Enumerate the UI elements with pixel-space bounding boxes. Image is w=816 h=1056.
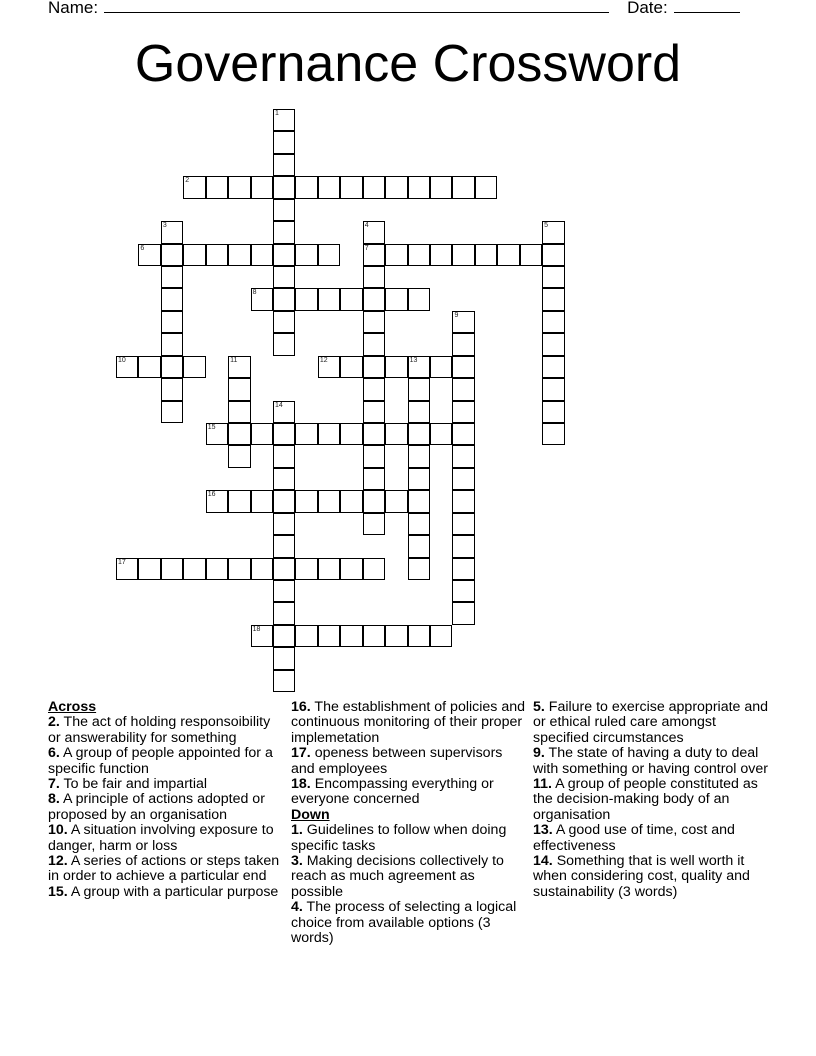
grid-cell[interactable]	[161, 221, 183, 243]
clue-across-2	[48, 715, 283, 746]
clue-number: 17.	[291, 745, 311, 762]
clue-text: The establishment of policies and continuous monitoring of their proper implemetation	[291, 699, 525, 746]
grid-cell[interactable]	[363, 333, 385, 355]
clue-number: 11.	[533, 776, 552, 793]
clue-text: Making decisions collectively to reach as much agreement as possible	[291, 853, 504, 900]
grid-cell[interactable]	[273, 199, 295, 221]
clue-across-18	[291, 777, 527, 808]
grid-cell[interactable]	[452, 356, 474, 378]
grid-cell[interactable]	[363, 513, 385, 535]
grid-cell[interactable]	[452, 602, 474, 624]
clue-number: 12.	[48, 853, 68, 870]
clue-text: To be fair and impartial	[63, 776, 208, 793]
clue-across-7	[48, 777, 283, 792]
grid-cell[interactable]	[408, 378, 430, 400]
cell-number: 6	[140, 244, 145, 252]
grid-cell[interactable]	[251, 558, 273, 580]
grid-cell[interactable]	[385, 423, 407, 445]
grid-cell[interactable]	[452, 244, 474, 266]
cell-number: 17	[118, 558, 126, 566]
grid-cell[interactable]	[430, 423, 452, 445]
grid-cell[interactable]	[273, 670, 295, 692]
grid-cell[interactable]	[408, 513, 430, 535]
grid-cell[interactable]	[363, 490, 385, 512]
clue-text: A good use of time, cost and effectiveness	[533, 822, 735, 854]
grid-cell[interactable]	[183, 558, 205, 580]
grid-cell[interactable]	[273, 311, 295, 333]
clue-across-17	[291, 746, 527, 777]
grid-cell[interactable]	[340, 625, 362, 647]
grid-cell[interactable]	[452, 176, 474, 198]
grid-cell[interactable]	[363, 445, 385, 467]
grid-cell[interactable]	[161, 244, 183, 266]
grid-cell[interactable]	[385, 244, 407, 266]
grid-cell[interactable]	[318, 288, 340, 310]
cell-number: 14	[275, 401, 283, 409]
grid-cell[interactable]	[363, 423, 385, 445]
grid-cell[interactable]	[273, 333, 295, 355]
grid-cell[interactable]	[385, 356, 407, 378]
grid-cell[interactable]	[228, 378, 250, 400]
clue-down-9	[533, 746, 769, 777]
clue-down-4	[291, 900, 527, 946]
grid-cell[interactable]	[273, 490, 295, 512]
cell-number: 8	[252, 289, 257, 297]
cell-number: 5	[544, 222, 549, 230]
grid-cell[interactable]	[228, 401, 250, 423]
grid-cell[interactable]	[408, 535, 430, 557]
grid-cell[interactable]	[340, 558, 362, 580]
grid-cell[interactable]	[273, 154, 295, 176]
grid-cell[interactable]	[363, 625, 385, 647]
grid-cell[interactable]	[273, 221, 295, 243]
grid-cell[interactable]	[273, 558, 295, 580]
cell-number: 10	[118, 356, 126, 364]
grid-cell[interactable]	[542, 356, 564, 378]
grid-cell[interactable]	[452, 445, 474, 467]
grid-cell[interactable]	[228, 423, 250, 445]
grid-cell[interactable]	[318, 558, 340, 580]
clue-down-3	[291, 854, 527, 900]
cell-number: 1	[275, 110, 279, 117]
grid-cell[interactable]	[318, 490, 340, 512]
clue-text: The process of selecting a logical choice from available options (3 words)	[291, 899, 517, 947]
clue-number: 2.	[48, 714, 60, 731]
grid-cell[interactable]	[183, 176, 205, 198]
cell-number: 13	[409, 356, 418, 364]
cell-number: 16	[207, 491, 216, 499]
clue-number: 13.	[533, 822, 553, 839]
grid-cell[interactable]	[542, 333, 564, 355]
clues-column-1	[48, 700, 283, 900]
clue-across-15	[48, 885, 283, 900]
clue-across-10	[48, 823, 283, 854]
grid-cell[interactable]	[452, 558, 474, 580]
clue-number: 10.	[48, 822, 68, 839]
grid-cell[interactable]	[228, 558, 250, 580]
cell-number: 4	[364, 222, 369, 230]
clue-text: Guidelines to follow when doing specific tasks	[291, 822, 507, 854]
cell-number: 3	[162, 222, 167, 230]
grid-cell[interactable]	[161, 311, 183, 333]
grid-cell[interactable]	[318, 423, 340, 445]
grid-cell[interactable]	[542, 378, 564, 400]
grid-cell[interactable]	[273, 176, 295, 198]
grid-cell[interactable]	[340, 356, 362, 378]
grid-cell[interactable]	[408, 176, 430, 198]
grid-cell[interactable]	[273, 602, 295, 624]
grid-cell[interactable]	[116, 558, 138, 580]
grid-cell[interactable]	[161, 356, 183, 378]
clue-down-14	[533, 854, 769, 900]
grid-cell[interactable]	[363, 266, 385, 288]
grid-cell[interactable]	[273, 288, 295, 310]
clue-down-5	[533, 700, 769, 746]
grid-cell[interactable]	[542, 288, 564, 310]
grid-cell[interactable]	[273, 535, 295, 557]
cell-number: 9	[454, 311, 459, 319]
clue-number: 9.	[533, 745, 545, 762]
clue-number: 15.	[48, 883, 68, 900]
page-title: Governance Crossword	[134, 35, 682, 93]
clue-number: 16.	[291, 699, 311, 715]
grid-cell[interactable]	[542, 244, 564, 266]
grid-cell[interactable]	[318, 356, 340, 378]
grid-cell[interactable]	[520, 244, 542, 266]
grid-cell[interactable]	[340, 176, 362, 198]
clue-text: Encompassing everything or everyone concerned	[291, 776, 494, 808]
grid-cell[interactable]	[318, 176, 340, 198]
grid-cell[interactable]	[363, 401, 385, 423]
grid-cell[interactable]	[340, 423, 362, 445]
grid-cell[interactable]	[363, 288, 385, 310]
grid-cell[interactable]	[138, 244, 160, 266]
grid-cell[interactable]	[475, 176, 497, 198]
grid-cell[interactable]	[363, 311, 385, 333]
grid-cell[interactable]	[251, 288, 273, 310]
clue-number: 6.	[48, 745, 60, 762]
grid-cell[interactable]	[273, 625, 295, 647]
grid-cell[interactable]	[430, 244, 452, 266]
grid-cell[interactable]	[206, 176, 228, 198]
grid-cell[interactable]	[228, 490, 250, 512]
grid-cell[interactable]	[161, 333, 183, 355]
grid-cell[interactable]	[206, 558, 228, 580]
grid-cell[interactable]	[408, 490, 430, 512]
grid-cell[interactable]	[228, 244, 250, 266]
clue-text: Something that is well worth it when considering cost, quality and sustainability (3 words)	[533, 853, 750, 900]
clue-down-11	[533, 777, 769, 823]
grid-cell[interactable]	[138, 558, 160, 580]
grid-cell[interactable]	[408, 445, 430, 467]
cell-number: 12	[319, 356, 328, 364]
grid-cell[interactable]	[295, 176, 317, 198]
clue-text: The act of holding responsoibility or answerability for something	[48, 714, 271, 746]
grid-cell[interactable]	[295, 244, 317, 266]
clue-down-13	[533, 823, 769, 854]
clue-number: 14.	[533, 853, 553, 870]
grid-cell[interactable]	[206, 244, 228, 266]
grid-cell[interactable]	[273, 244, 295, 266]
grid-cell[interactable]	[273, 647, 295, 669]
cell-number: 2	[185, 177, 190, 185]
clue-across-12	[48, 854, 283, 885]
clue-number: 8.	[48, 791, 60, 808]
grid-cell[interactable]	[542, 266, 564, 288]
grid-cell[interactable]	[452, 535, 474, 557]
clue-number: 18.	[291, 776, 311, 793]
grid-cell[interactable]	[542, 311, 564, 333]
clues-column-2	[291, 700, 527, 947]
grid-cell[interactable]	[340, 490, 362, 512]
grid-cell[interactable]	[273, 580, 295, 602]
grid-cell[interactable]	[452, 513, 474, 535]
grid-cell[interactable]	[452, 311, 474, 333]
grid-cell[interactable]	[273, 266, 295, 288]
grid-cell[interactable]	[385, 176, 407, 198]
grid-cell[interactable]	[183, 356, 205, 378]
grid-cell[interactable]	[452, 333, 474, 355]
date-label: Date:	[627, 0, 668, 17]
clue-text: openess between supervisors and employees	[291, 745, 503, 777]
cell-number: 18	[252, 625, 261, 633]
grid-cell[interactable]	[452, 401, 474, 423]
grid-cell[interactable]	[206, 423, 228, 445]
grid-cell[interactable]	[251, 625, 273, 647]
name-label: Name:	[48, 0, 99, 17]
grid-cell[interactable]	[228, 176, 250, 198]
clue-text: A series of actions or steps taken in order to achieve a particular end	[48, 853, 280, 885]
grid-cell[interactable]	[273, 468, 295, 490]
grid-cell[interactable]	[430, 625, 452, 647]
grid-cell[interactable]	[295, 423, 317, 445]
grid-cell[interactable]	[385, 625, 407, 647]
grid-cell[interactable]	[295, 490, 317, 512]
grid-cell[interactable]	[363, 176, 385, 198]
grid-cell[interactable]	[318, 625, 340, 647]
across-heading: Across	[48, 699, 97, 715]
clue-text: A group with a particular purpose	[70, 883, 279, 900]
grid-cell[interactable]	[116, 356, 138, 378]
grid-cell[interactable]	[430, 356, 452, 378]
clue-across-16	[291, 700, 527, 746]
grid-cell[interactable]	[273, 109, 295, 131]
grid-cell[interactable]	[251, 490, 273, 512]
grid-cell[interactable]	[161, 558, 183, 580]
grid-cell[interactable]	[273, 131, 295, 153]
grid-cell[interactable]	[273, 423, 295, 445]
clue-text: A group of people constituted as the decision-making body of an organisation	[533, 776, 758, 823]
grid-cell[interactable]	[251, 423, 273, 445]
grid-cell[interactable]	[452, 580, 474, 602]
grid-cell[interactable]	[542, 221, 564, 243]
grid-cell[interactable]	[138, 356, 160, 378]
cell-number: 11	[230, 356, 238, 364]
clue-text: A situation involving exposure to danger, harm or loss	[48, 822, 274, 854]
grid-cell[interactable]	[295, 288, 317, 310]
clue-number: 3.	[291, 853, 303, 870]
grid-cell[interactable]	[408, 625, 430, 647]
grid-cell[interactable]	[251, 244, 273, 266]
grid-cell[interactable]	[363, 356, 385, 378]
grid-cell[interactable]	[273, 445, 295, 467]
grid-cell[interactable]	[408, 401, 430, 423]
grid-cell[interactable]	[385, 490, 407, 512]
grid-cell[interactable]	[206, 490, 228, 512]
grid-cell[interactable]	[251, 176, 273, 198]
clue-text: Failure to exercise appropriate and or ethical ruled care amongst specified circumstances	[533, 699, 769, 746]
down-heading: Down	[291, 806, 330, 823]
clue-number: 1.	[291, 822, 303, 839]
cell-number: 7	[364, 244, 369, 252]
grid-cell[interactable]	[183, 244, 205, 266]
grid-cell[interactable]	[408, 288, 430, 310]
grid-cell[interactable]	[475, 244, 497, 266]
grid-cell[interactable]	[408, 558, 430, 580]
clue-number: 5.	[533, 699, 545, 715]
grid-cell[interactable]	[273, 401, 295, 423]
grid-cell[interactable]	[228, 445, 250, 467]
grid-cell[interactable]	[363, 221, 385, 243]
cell-number: 15	[207, 424, 216, 432]
grid-cell[interactable]	[497, 244, 519, 266]
grid-cell[interactable]	[295, 625, 317, 647]
clue-text: A group of people appointed for a specific function	[48, 745, 273, 777]
grid-cell[interactable]	[408, 244, 430, 266]
grid-cell[interactable]	[161, 288, 183, 310]
clues-column-3	[533, 700, 769, 900]
grid-cell[interactable]	[228, 356, 250, 378]
grid-cell[interactable]	[340, 288, 362, 310]
clue-number: 7.	[48, 776, 60, 793]
grid-cell[interactable]	[363, 378, 385, 400]
clue-text: The state of having a duty to deal with something or having control over	[533, 745, 769, 777]
clue-number: 4.	[291, 899, 303, 916]
grid-cell[interactable]	[161, 266, 183, 288]
grid-cell[interactable]	[385, 288, 407, 310]
grid-cell[interactable]	[363, 558, 385, 580]
grid-cell[interactable]	[161, 401, 183, 423]
clue-down-1	[291, 823, 527, 854]
grid-cell[interactable]	[452, 423, 474, 445]
grid-cell[interactable]	[408, 356, 430, 378]
grid-cell[interactable]	[542, 423, 564, 445]
grid-cell[interactable]	[542, 401, 564, 423]
clue-text: A principle of actions adopted or proposed by an organisation	[48, 791, 265, 823]
grid-cell[interactable]	[295, 558, 317, 580]
grid-cell[interactable]	[452, 468, 474, 490]
grid-cell[interactable]	[430, 176, 452, 198]
grid-cell[interactable]	[161, 378, 183, 400]
grid-cell[interactable]	[452, 490, 474, 512]
grid-cell[interactable]	[273, 513, 295, 535]
grid-cell[interactable]	[452, 378, 474, 400]
grid-cell[interactable]	[408, 468, 430, 490]
grid-cell[interactable]	[318, 244, 340, 266]
clue-across-8	[48, 792, 283, 823]
grid-cell[interactable]	[363, 244, 385, 266]
grid-cell[interactable]	[408, 423, 430, 445]
clue-across-6	[48, 746, 283, 777]
grid-cell[interactable]	[363, 468, 385, 490]
